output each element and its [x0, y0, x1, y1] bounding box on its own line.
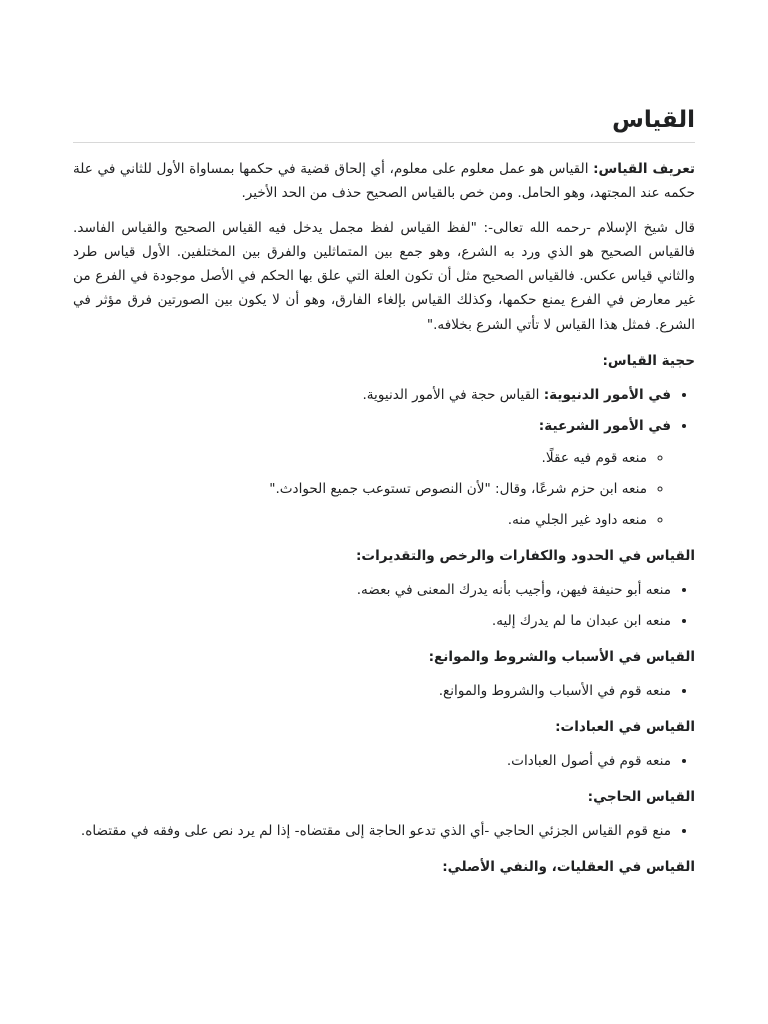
sublist-item: ◦ منعه قوم فيه عقلًا.: [73, 446, 647, 470]
list-item-sharia: [73, 414, 671, 532]
haji-list: [73, 819, 695, 843]
list-item-worldly: [73, 383, 671, 407]
asbab-heading: القياس في الأسباب والشروط والموانع:: [428, 649, 695, 666]
sharia-sublist: [73, 446, 671, 532]
definition-label: تعريف القياس:: [593, 161, 696, 177]
ibadat-heading: القياس في العبادات:: [555, 719, 695, 736]
list-item: • منعه ابن عبدان ما لم يدرك إليه.: [73, 609, 671, 633]
sublist-item: ◦ منعه داود غير الجلي منه.: [73, 508, 647, 532]
sublist-item: ◦ منعه ابن حزم شرعًا، وقال: "لأن النصوص تستوعب جميع الحوادث.": [73, 477, 647, 501]
aqliyat-heading: القياس في العقليات، والنفي الأصلي:: [442, 859, 695, 876]
definition-paragraph: [73, 157, 695, 206]
ibadat-list: [73, 749, 695, 773]
page-title: القياس: [73, 104, 695, 143]
hudud-heading: القياس في الحدود والكفارات والرخص والتقديرات:: [356, 548, 695, 565]
haji-heading: القياس الحاجي:: [587, 789, 695, 806]
definition-text: القياس هو عمل معلوم على معلوم، أي إلحاق قضية في حكمها بمساواة الأول للثاني في علة حكمه عند المجتهد، وهو الحامل. ومن خص بالقياس الصحيح حذف من الحد الأخير.: [73, 161, 695, 202]
sharia-label: في الأمور الشرعية:: [538, 418, 671, 435]
list-item: • منعه أبو حنيفة فيهن، وأجيب بأنه يدرك المعنى في بعضه.: [73, 578, 671, 602]
hujjiya-list: [73, 383, 695, 532]
worldly-text: القياس حجة في الأمور الدنيوية.: [362, 387, 544, 404]
list-item: • منع قوم القياس الجزئي الحاجي -أي الذي تدعو الحاجة إلى مقتضاه- إذا لم يرد نص على وفقه في مقتضاه.: [73, 819, 671, 843]
asbab-list: [73, 679, 695, 703]
hudud-list: [73, 578, 695, 633]
quote-paragraph: قال شيخ الإسلام -رحمه الله تعالى-: "لفظ القياس لفظ مجمل يدخل فيه القياس الصحيح والقياس الفاسد. فالقياس الصحيح هو الذي ورد به الشرع، وهو جمع بين المتماثلين والفرق بين المختلفين. الأول قياس طرد والثاني قياس عكس. فالقياس الصحيح مثل أن تكون العلة التي علق بها الحكم في الأصل موجودة في الفرع من غير معارض في الفرع يمنع حكمها، وكذلك القياس بإلغاء الفارق، وهو أن لا يكون بين الصورتين فرق مؤثر في الشرع. فمثل هذا القياس لا تأتي الشرع بخلافه.": [73, 219, 695, 333]
worldly-label: في الأمور الدنيوية:: [543, 387, 671, 404]
list-item: • منعه قوم في أصول العبادات.: [73, 749, 671, 773]
hujjiya-heading: حجية القياس:: [602, 353, 695, 370]
list-item: • منعه قوم في الأسباب والشروط والموانع.: [73, 679, 671, 703]
